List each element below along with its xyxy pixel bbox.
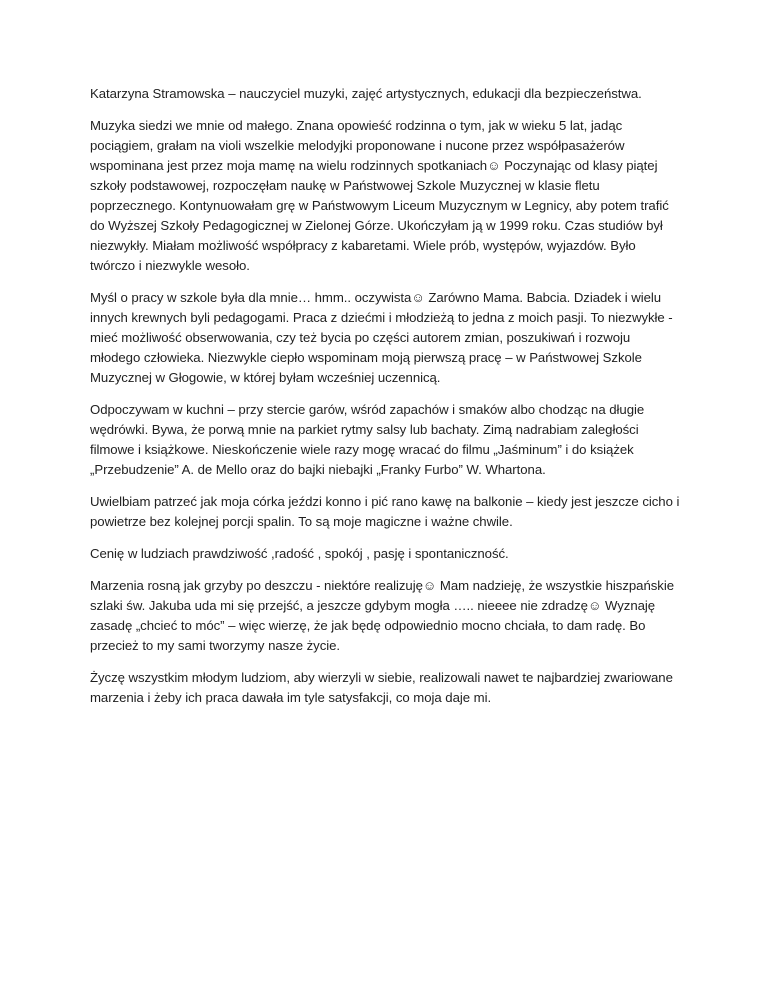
paragraph-moments: Uwielbiam patrzeć jak moja córka jeździ konno i pić rano kawę na balkonie – kiedy jest jeszcze cicho i powietrze bez kolejnej porcji spalin. To są moje magiczne i ważne chwile. xyxy=(90,494,680,529)
document-page xyxy=(90,84,690,720)
paragraph-leisure: Odpoczywam w kuchni – przy stercie garów, wśród zapachów i smaków albo chodząc na długie wędrówki. Bywa, że porwą mnie na parkiet rytmy salsy lub bachaty. Zimą nadrabiam zaległości filmowe i książkowe. Nieskończenie wiele razy mogę wracać do filmu „Jaśminum” i do książek „Przebudzenie” A. de Mello oraz do bajki niebajki „Franky Furbo” W. Whartona. xyxy=(90,402,645,477)
paragraph-teaching: Myśl o pracy w szkole była dla mnie… hmm.. oczywista☺ Zarówno Mama. Babcia. Dziadek i wielu innych krewnych byli pedagogami. Praca z dziećmi i młodzieżą to jedna z moich pasji. To niezwykłe - mieć możliwość obserwowania, czy też bycia po części autorem zmian, poszukiwań i rozwoju młodego człowieka. Niezwykle ciepło wspominam moją pierwszą pracę – w Państwowej Szkole Muzycznej w Głogowie, w której byłam wcześniej uczennicą. xyxy=(90,290,673,385)
paragraph-values: Cenię w ludziach prawdziwość ,radość , spokój , pasję i spontaniczność. xyxy=(90,546,509,561)
paragraph-wishes: Życzę wszystkim młodym ludziom, aby wierzyli w siebie, realizowali nawet te najbardziej zwariowane marzenia i żeby ich praca dawała im tyle satysfakcji, co moja daje mi. xyxy=(90,670,673,705)
paragraph-dreams: Marzenia rosną jak grzyby po deszczu - niektóre realizuję☺ Mam nadzieję, że wszystkie hiszpańskie szlaki św. Jakuba uda mi się przejść, a jeszcze gdybym mogła ….. nieeee nie zdradzę☺ Wyznaję zasadę „chcieć to móc” – więc wierzę, że jak będę odpowiednio mocno chciała, to dam radę. Bo przecież to my sami tworzymy nasze życie. xyxy=(90,578,674,653)
paragraph-childhood-music: Muzyka siedzi we mnie od małego. Znana opowieść rodzinna o tym, jak w wieku 5 lat, jadąc pociągiem, grałam na violi wszelkie melodyjki proponowane i nucone przez współpasażerów wspominana jest przez moja mamę na wielu rodzinnych spotkaniach☺ Poczynając od klasy piątej szkoły podstawowej, rozpoczęłam naukę w Państwowej Szkole Muzycznej w klasie fletu poprzecznego. Kontynuowałam grę w Państwowym Liceum Muzycznym w Legnicy, aby potem trafić do Wyższej Szkoły Pedagogicznej w Zielonej Górze. Ukończyłam ją w 1999 roku. Czas studiów był niezwykły. Miałam możliwość współpracy z kabaretami. Wiele prób, występów, wyjazdów. Było twórczo i niezwykle wesoło. xyxy=(90,118,669,273)
document-heading: Katarzyna Stramowska – nauczyciel muzyki, zajęć artystycznych, edukacji dla bezpieczeństwa. xyxy=(90,86,642,101)
